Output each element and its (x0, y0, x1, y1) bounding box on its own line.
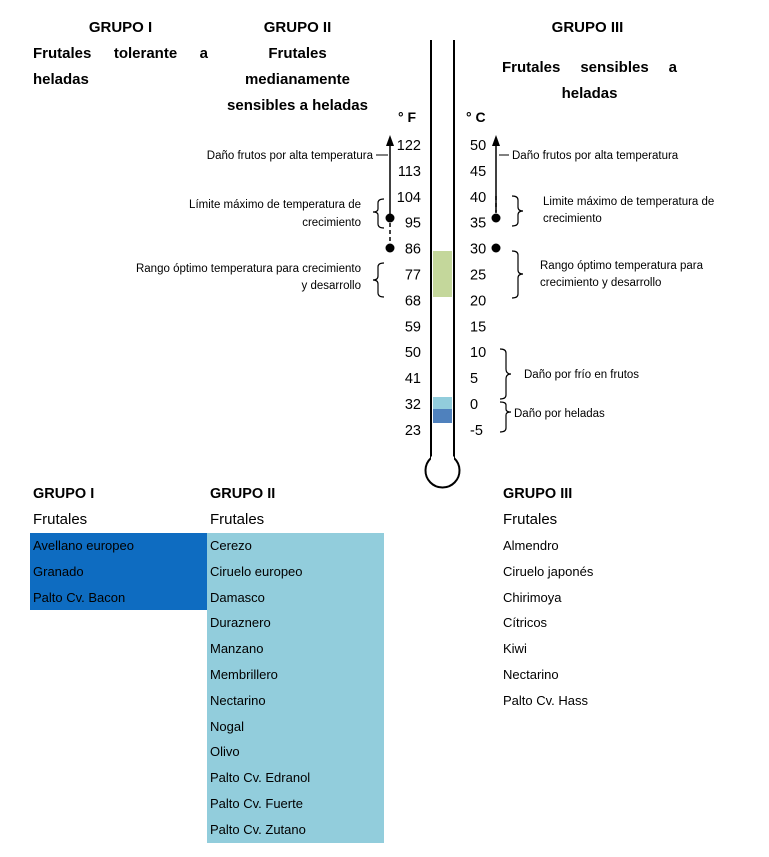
fahrenheit-unit: ° F (398, 109, 417, 125)
group2-subtitle-line3: sensibles a heladas (227, 97, 368, 114)
group2-table-subtitle: Frutales (210, 511, 265, 528)
list-item: Nectarino (210, 692, 266, 708)
right-optimal-label-line1: Rango óptimo temperatura para (540, 260, 704, 272)
fahrenheit-scale (397, 138, 421, 439)
group3-table-subtitle: Frutales (503, 511, 558, 528)
celsius-tick-label: 50 (470, 138, 487, 154)
right-heat-arrow-head (492, 135, 500, 146)
celsius-scale (470, 138, 486, 439)
list-item: Palto Cv. Hass (503, 692, 589, 708)
right-max-limit-label-line1: Limite máximo de temperatura de (543, 196, 715, 208)
list-item: Nectarino (503, 666, 559, 682)
group2-subtitle-line2: medianamente (244, 71, 351, 88)
celsius-tick-label: 20 (470, 293, 487, 310)
right-max-dot (492, 214, 501, 223)
list-item: Duraznero (210, 615, 271, 631)
left-max-limit-label-line1: Límite máximo de temperatura de (189, 199, 361, 211)
list-item: Avellano europeo (33, 538, 134, 553)
list-item: Chirimoya (503, 589, 562, 605)
celsius-tick-label: 0 (470, 397, 479, 413)
list-item: Cerezo (210, 538, 252, 553)
group1-fruit-list (30, 533, 208, 610)
right-cold-brace (500, 349, 511, 399)
group1-subtitle-line1: Frutales tolerante a (33, 45, 208, 62)
fahrenheit-tick-label: 23 (404, 422, 421, 439)
fahrenheit-tick-label: 59 (404, 319, 421, 336)
group3-table-title: GRUPO III (503, 486, 573, 502)
group3-fruit-list (500, 533, 677, 714)
thermometer-bulb (425, 458, 459, 488)
list-item: Palto Cv. Fuerte (210, 795, 303, 811)
fahrenheit-tick-label: 41 (404, 371, 421, 388)
list-item: Almendro (503, 538, 559, 553)
left-max-limit-label-line2: crecimiento (302, 217, 361, 229)
left-optimal-brace (373, 263, 384, 297)
list-item: Ciruelo japonés (503, 563, 594, 579)
group2-subtitle-line1: Frutales (268, 45, 327, 62)
fahrenheit-tick-label: 113 (397, 163, 421, 180)
right-frost-brace (500, 402, 511, 432)
group2-title: GRUPO II (263, 19, 332, 36)
group1-table-subtitle: Frutales (33, 511, 88, 528)
group1-table-title: GRUPO I (33, 486, 95, 502)
cold-damage-band (433, 397, 452, 409)
right-max-limit-label-line2: crecimiento (543, 213, 602, 225)
group1-title: GRUPO I (88, 19, 153, 36)
right-optimal-brace (512, 251, 523, 298)
left-optimal-label-line1: Rango óptimo temperatura para crecimiento (135, 263, 361, 275)
left-heat-arrow-head (386, 135, 394, 146)
group2-fruit-list (207, 533, 384, 843)
fahrenheit-tick-label: 77 (404, 267, 421, 284)
celsius-tick-label: 30 (470, 241, 487, 258)
right-heat-damage-label: Daño frutos por alta temperatura (512, 150, 679, 162)
fahrenheit-tick-label: 122 (396, 138, 421, 154)
celsius-tick-label: 5 (470, 371, 479, 388)
frost-damage-band (433, 409, 452, 423)
list-item: Palto Cv. Bacon (33, 589, 126, 605)
left-limit-dot (386, 244, 395, 253)
left-optimal-label-line2: y desarrollo (301, 280, 361, 292)
fahrenheit-tick-label: 68 (404, 293, 421, 310)
group2-table (207, 481, 384, 843)
left-heat-damage-label: Daño frutos por alta temperatura (206, 150, 373, 162)
fahrenheit-tick-label: 50 (404, 345, 421, 362)
list-item: Palto Cv. Zutano (210, 821, 306, 837)
group1-table (30, 481, 208, 610)
list-item: Granado (33, 563, 84, 579)
list-item: Palto Cv. Edranol (210, 770, 311, 786)
left-max-dot (386, 214, 395, 223)
group1-subtitle-line2: heladas (33, 71, 89, 88)
celsius-tick-label: 15 (470, 319, 487, 336)
celsius-tick-label: -5 (470, 422, 483, 439)
list-item: Manzano (210, 641, 264, 657)
celsius-tick-label: 25 (470, 267, 487, 284)
celsius-tick-label: 40 (470, 189, 487, 206)
right-limit-dot (492, 244, 501, 253)
right-optimal-label-line2: crecimiento y desarrollo (540, 277, 662, 289)
list-item: Membrillero (210, 666, 278, 682)
list-item: Ciruelo europeo (210, 563, 303, 579)
right-cold-damage-label: Daño por frío en frutos (524, 369, 640, 381)
celsius-tick-label: 10 (470, 345, 487, 362)
group2-table-title: GRUPO II (210, 486, 276, 502)
group3-subtitle-line1: Frutales sensibles a (502, 59, 677, 76)
celsius-tick-label: 35 (470, 215, 487, 232)
left-max-brace (373, 199, 384, 228)
group3-subtitle-line2: heladas (561, 85, 618, 102)
optimal-range-band (433, 251, 452, 297)
fahrenheit-tick-label: 104 (396, 189, 421, 206)
fahrenheit-tick-label: 86 (404, 241, 421, 258)
right-max-brace (512, 196, 523, 226)
right-frost-damage-label: Daño por heladas (514, 408, 605, 420)
list-item: Kiwi (503, 641, 527, 657)
fahrenheit-tick-label: 95 (404, 215, 421, 232)
list-item: Olivo (210, 744, 240, 760)
list-item: Damasco (210, 589, 265, 605)
group3-table (500, 481, 677, 714)
group3-title: GRUPO III (551, 19, 624, 36)
celsius-unit: ° C (466, 109, 486, 125)
celsius-tick-label: 45 (470, 163, 487, 180)
fahrenheit-tick-label: 32 (404, 397, 421, 413)
list-item: Nogal (210, 718, 244, 734)
list-item: Cítricos (503, 615, 548, 631)
